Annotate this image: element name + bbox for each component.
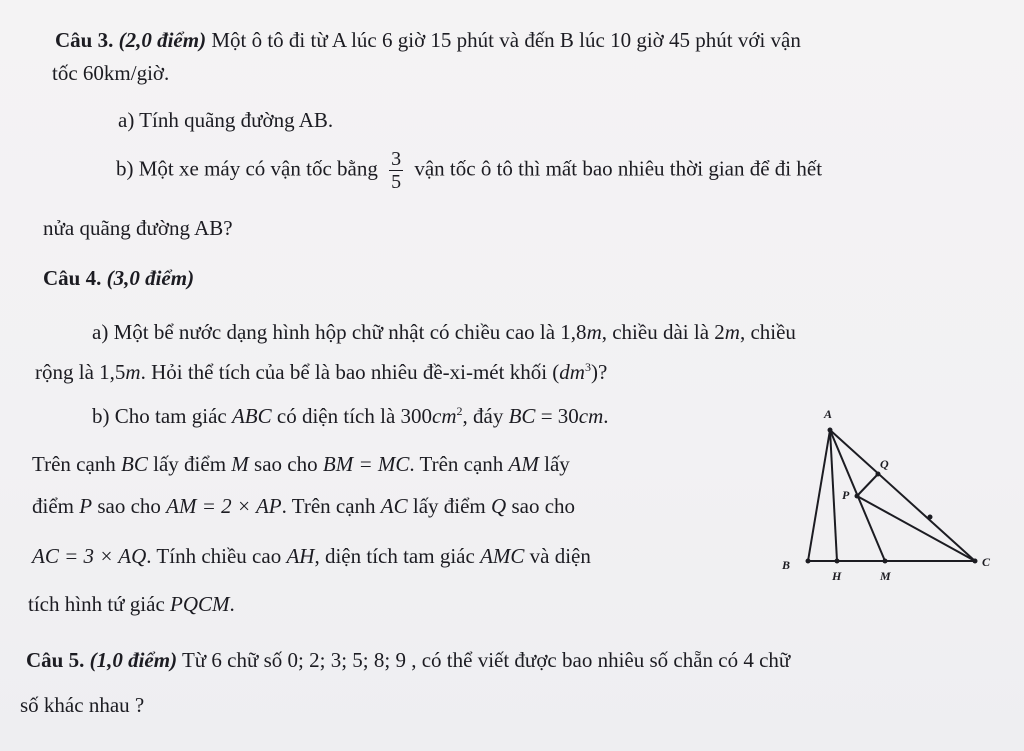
fraction-numerator: 3	[391, 148, 402, 170]
q4-a-text: . Hỏi thể tích của bể là bao nhiêu đề-xi-mét khối (	[140, 360, 560, 384]
q3-part-a: a) Tính quãng đường AB.	[118, 108, 334, 132]
q4-a-line2	[35, 360, 607, 385]
math-expr: AC = 3 × AQ	[32, 544, 147, 568]
label-a: A	[824, 407, 833, 421]
math-var: BC	[121, 452, 148, 476]
point-a	[828, 428, 833, 433]
point-h	[835, 559, 840, 564]
label-p: P	[842, 488, 850, 502]
q4-b-text: , diện tích tam giác	[314, 544, 481, 568]
q4-b-text: và diện	[524, 544, 591, 568]
q4-b-text: .	[603, 404, 609, 428]
q4-b-text: có diện tích là 300	[271, 404, 433, 428]
q5-title: Câu 5.	[26, 648, 90, 672]
math-var: Q	[491, 494, 507, 518]
edge-ac	[830, 430, 975, 561]
label-q: Q	[880, 457, 889, 471]
math-expr: AM = 2 × AP	[166, 494, 282, 518]
point-b	[806, 559, 811, 564]
q4-b-text: , đáy	[462, 404, 509, 428]
segment-pc	[857, 496, 975, 561]
superscript: 3	[584, 360, 591, 374]
q5-line2: số khác nhau ?	[20, 693, 145, 717]
label-c: C	[982, 555, 991, 569]
q4-b-line4	[32, 544, 591, 569]
q4-b-text: b) Cho tam giác	[92, 404, 232, 428]
q3-part-b-line2: nửa quãng đường AB?	[43, 216, 233, 240]
q4-b-text: . Trên cạnh	[281, 494, 381, 518]
unit-m: m	[125, 360, 141, 384]
q5-text1: Từ 6 chữ số 0; 2; 3; 5; 8; 9 , có thể viết được bao nhiêu số chẵn có 4 chữ	[177, 648, 791, 672]
q4-title: Câu 4.	[43, 266, 107, 290]
q4-a-line1	[92, 320, 796, 345]
q4-b-text: sao cho	[248, 452, 323, 476]
q4-b-text: điểm	[32, 494, 80, 518]
triangle-figure	[772, 402, 1012, 592]
q4-b-text: lấy điểm	[407, 494, 492, 518]
point-c	[973, 559, 978, 564]
unit-dm: dm	[559, 360, 585, 384]
q4-b-line3	[32, 494, 575, 519]
superscript: 2	[456, 404, 463, 418]
q4-b-text: tích hình tứ giác	[28, 592, 171, 616]
q3-score: (2,0 điểm)	[118, 28, 207, 52]
math-expr: BM = MC	[322, 452, 410, 476]
point-mid	[928, 515, 933, 520]
q4-b-line1	[92, 404, 609, 429]
math-var: PQCM	[170, 592, 230, 616]
q4-a-text: a) Một bể nước dạng hình hộp chữ nhật có chiều cao là 1,8	[92, 320, 587, 344]
label-b: B	[782, 558, 791, 572]
unit-cm: cm	[432, 404, 457, 428]
math-var: P	[79, 494, 93, 518]
math-var: M	[231, 452, 249, 476]
q4-score: (3,0 điểm)	[106, 266, 195, 290]
math-var: AH	[286, 544, 315, 568]
math-var: AMC	[480, 544, 525, 568]
q4-b-text: sao cho	[92, 494, 167, 518]
fraction-denominator: 5	[391, 171, 402, 193]
q3-line2: tốc 60km/giờ.	[52, 61, 170, 85]
fraction-three-fifths	[389, 148, 403, 193]
point-m	[883, 559, 888, 564]
q4-a-text: , chiều dài là 2	[601, 320, 725, 344]
altitude-ah	[830, 430, 837, 561]
q4-a-text: rộng là 1,5	[35, 360, 126, 384]
q4-b-line2	[32, 452, 570, 477]
q3-part-b	[116, 148, 822, 193]
q3-title: Câu 3.	[55, 28, 114, 52]
q4-b-text: . Tính chiều cao	[146, 544, 287, 568]
unit-cm: cm	[578, 404, 604, 428]
q4-a-text: )?	[590, 360, 608, 384]
q3-b-before: b) Một xe máy có vận tốc bằng	[116, 156, 378, 181]
q4-b-text: .	[229, 592, 235, 616]
point-p	[855, 494, 860, 499]
math-var: ABC	[231, 404, 272, 428]
point-q	[876, 472, 881, 477]
math-var: BC	[508, 404, 536, 428]
q4-a-text: , chiều	[739, 320, 796, 344]
q4-b-text: lấy	[538, 452, 570, 476]
q5-score: (1,0 điểm)	[89, 648, 178, 672]
segment-pq	[857, 474, 878, 496]
q3-line1	[55, 28, 801, 53]
label-m: M	[880, 569, 891, 583]
unit-m: m	[724, 320, 740, 344]
unit-m: m	[586, 320, 602, 344]
edge-ab	[808, 430, 830, 561]
math-var: AC	[380, 494, 408, 518]
q4-b-text: . Trên cạnh	[409, 452, 509, 476]
q4-b-text: sao cho	[506, 494, 576, 518]
label-h: H	[832, 569, 842, 583]
q5-line1	[26, 648, 790, 673]
q4-b-text: Trên cạnh	[32, 452, 122, 476]
q3-b-after: vận tốc ô tô thì mất bao nhiêu thời gian để đi hết	[414, 156, 823, 181]
q4-b-line5	[28, 592, 235, 617]
q3-text1: Một ô tô đi từ A lúc 6 giờ 15 phút và đến B lúc 10 giờ 45 phút với vận	[206, 28, 801, 52]
math-var: AM	[508, 452, 539, 476]
q4-heading	[43, 266, 194, 291]
q4-b-text: lấy điểm	[147, 452, 232, 476]
q4-b-text: = 30	[535, 404, 579, 428]
